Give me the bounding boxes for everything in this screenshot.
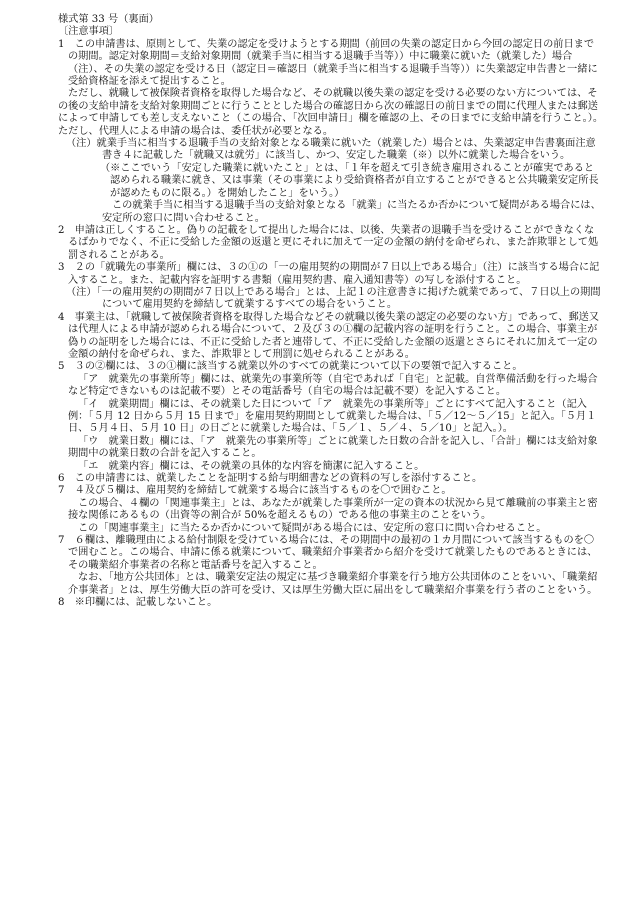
- item-3-note: （注）「一の雇用契約の期間が７日以上である場合」とは、上記１の注意書きに掲げた就業であって、７日以上の期間について雇用契約を締結して就業するすべての場合をいうこと。: [66, 286, 601, 311]
- item-7b-paragraph-1: なお、「地方公共団体」とは、職業安定法の規定に基づき職業紹介事業を行う地方公共団体のことをいい、「職業紹介事業者」とは、厚生労働大臣の許可を受け、又は厚生労働大臣に届出をして職業紹介事業を行う者のことをいう。: [68, 572, 598, 596]
- item-4: 4 事業主は、「就職して被保険者資格を取得した場合などその就職以後失業の認定の必要のない方」であって、郵送又は代理人による申請が認められる場合について、２及び３の①欄の記載内容の証明を行うこと。この場合、事業主が偽りの証明をした場合には、不正に受給した者と連帯して、不正に受給した金額の返還とさらにそれに加えて一定の金額の納付を命ぜられ、また、詐欺罪として刑罰に処せられることがある。: [58, 311, 600, 360]
- item-3: 3 ２の「就職先の事業所」欄には、３の①の「一の雇用契約の期間が７日以上である場合」（注）に該当する場合に記入すること。また、記載内容を証明する書類（雇用契約書、雇入通知書等）の写しを添付すること。: [58, 262, 600, 286]
- item-1-paragraph: ただし、就職して被保険者資格を取得した場合など、その就職以後失業の認定を受ける必要のない方については、その後の支給申請を支給対象期間ごとに行うこととした場合の確認日から次の確認日の前日までの間に代理人または郵送によって申請しても差し支えないこと（この場合、「次回申請日」欄を確認の上、その日までに支給申請を行うこと。）。ただし、代理人による申請の場合は、委任状が必要となる。: [58, 88, 604, 137]
- item-5: 5 ３の②欄には、３の①欄に該当する就業以外のすべての就業について以下の要領で記入すること。: [58, 361, 523, 373]
- item-5-b: 「イ 就業期間」欄には、その就業した日について「ア 就業先の事業所等」ごとにすべて記入すること（記入例：「５月 12 日から５月 15 日まで」を雇用契約期間として就業した場合は、「５／12～５／15」と記入。「５月１日、５月４日、５月 10 日」の日ごとに就業した場合は、「５／１、５／４、５／10」と記入。）。: [68, 398, 597, 435]
- item-7a: 7 ４及び５欄は、雇用契約を締結して就業する場合に該当するものを〇で囲むこと。: [58, 485, 452, 497]
- form-number: 様式第 33 号（裏面）: [58, 14, 159, 25]
- item-6: 6 この申請書には、就業したことを証明する給与明細書などの資料の写しを添付すること。: [58, 473, 483, 485]
- item-1: 1 この申請書は、原則として、失業の認定を受けようとする期間（前回の失業の認定日から今回の認定日の前日までの期間。認定対象期間＝支給対象期間（就業手当に相当する退職手当等））中に職業に就いた（就業した）場合（注）、その失業の認定を受ける日（認定日＝確認日（就業手当に相当する退職手当等））に失業認定申告書と一緒に受給資格証を添えて提出すること。: [58, 38, 598, 88]
- item-5-a: 「ア 就業先の事業所等」欄には、就業先の事業所等（自宅であれば「自宅」と記載。自営準備活動を行った場合など特定できないものは記載不要）とその電話番号（自宅の場合は記載不要）を記入すること。: [68, 373, 598, 398]
- item-7b: 7 ６欄は、離職理由による給付制限を受けている場合には、その期間中の最初の１カ月間について該当するものを〇で囲むこと。この場合、申請に係る就業について、職業紹介事業者から紹介を受けて就業したものであるときには、その職業紹介事業者の名称と電話番号を記入すること。: [58, 535, 598, 571]
- item-5-d: 「エ 就業内容」欄には、その就業の具体的な内容を簡潔に記入すること。: [78, 460, 425, 472]
- item-2: 2 申請は正しくすること。偽りの記載をして提出した場合には、以後、失業者の退職手当を受けることができなくなるばかりでなく、不正に受給した金額の返還と更にそれに加えて一定の金額の納付を命ぜられ、また詐欺罪として処罰されることがある。: [58, 224, 599, 261]
- item-1-subnote: （※ここでいう「安定した職業に就いたこと」とは、「１年を超えて引き続き雇用されることが確実であると認められる職業に就き、又は事業（その事業により受給資格者が自立することができると公共職業安定所長が認めたものに限る。）を開始したこと」をいう。）: [100, 162, 599, 199]
- section-title: 〔注意事項〕: [58, 26, 120, 38]
- item-5-c: 「ウ 就業日数」欄には、「ア 就業先の事業所等」ごとに就業した日数の合計を記入し、「合計」欄には支給対象期間中の就業日数の合計を記入すること。: [68, 435, 598, 460]
- item-7a-paragraph-1: この場合、４欄の「関連事業主」とは、あなたが就業した事業所が一定の資本の状況から見て離職前の事業主と密接な関係にあるもの（出資等の割合が 50%を超えるもの）である他の事業主のことをいう。: [68, 497, 598, 522]
- item-1-subparagraph: この就業手当に相当する退職手当の支給対象となる「就業」に当たるか否かについて疑問がある場合には、安定所の窓口に問い合わせること。: [102, 200, 601, 224]
- item-1-note: （注）就業手当に相当する退職手当の支給対象となる職業に就いた（就業した）場合とは、失業認定申告書裏面注意書き４に記載した「就職又は就労」に該当し、かつ、安定した職業（※）以外に就業した場合をいう。: [66, 138, 596, 162]
- item-7a-paragraph-2: この「関連事業主」に当たるか否かについて疑問がある場合には、安定所の窓口に問い合わせること。: [78, 522, 547, 534]
- item-8: 8 ※印欄には、記載しないこと。: [58, 597, 218, 609]
